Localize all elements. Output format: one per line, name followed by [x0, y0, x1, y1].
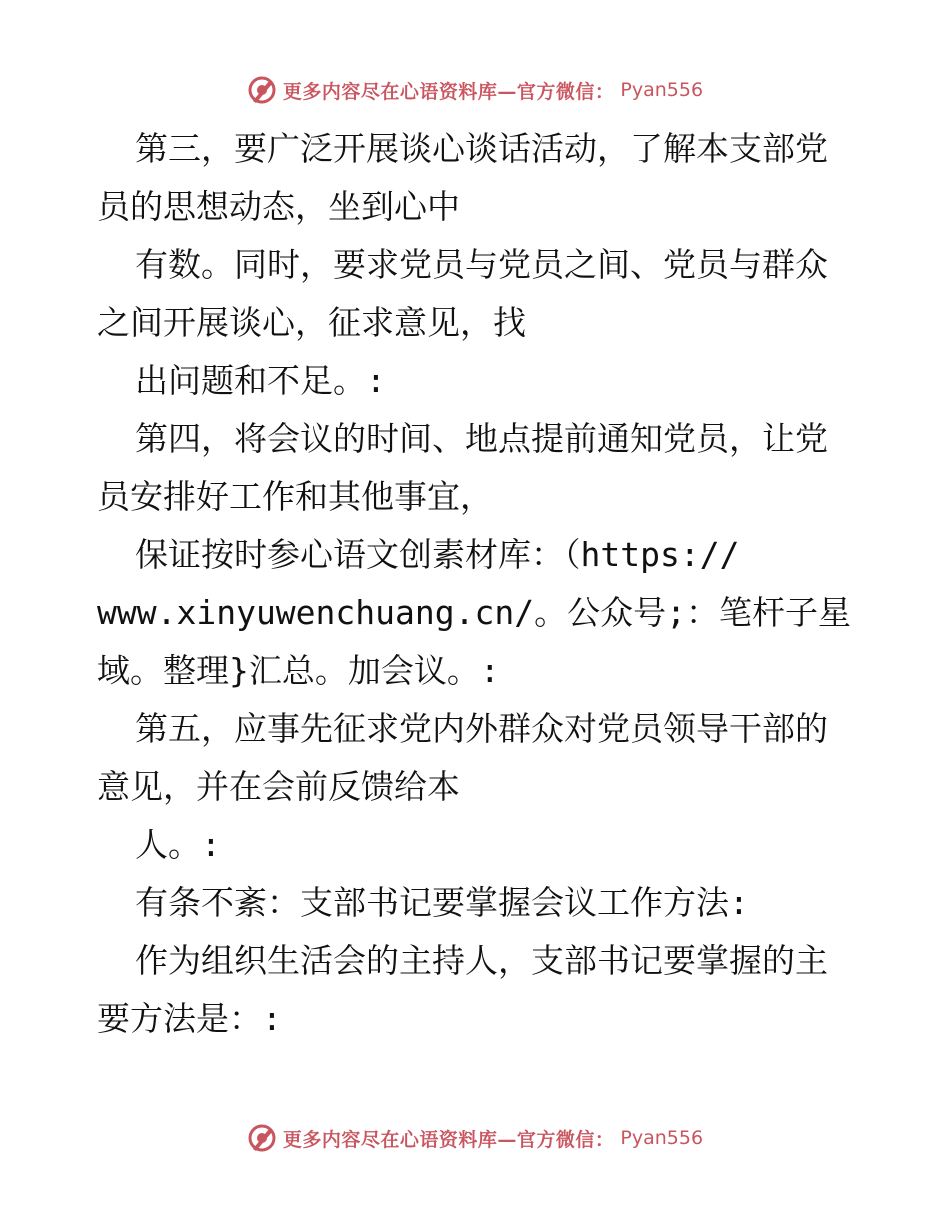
- header-banner: [0, 70, 950, 110]
- header-banner-inner: [247, 75, 703, 105]
- paragraph-line: 作为组织生活会的主持人，支部书记要掌握的主: [135, 941, 828, 980]
- header-banner-text: 更多内容尽在心语资料库—官方微信：: [282, 80, 615, 103]
- paragraph-line: 人。:: [135, 825, 221, 864]
- paragraph-line: 要方法是：:: [97, 999, 282, 1038]
- footer-banner-inner: [247, 1123, 703, 1153]
- brand-logo-icon: [247, 1123, 277, 1153]
- document-body: [97, 120, 857, 1048]
- paragraph-line: 第三，要广泛开展谈心谈话活动，了解本支部党: [135, 129, 828, 168]
- paragraph-line: 之间开展谈心，征求意见，找: [97, 303, 526, 342]
- paragraph-line: 意见，并在会前反馈给本: [97, 767, 460, 806]
- paragraph-line: 有条不紊：支部书记要掌握会议工作方法:: [135, 883, 749, 922]
- paragraph-line: 出问题和不足。:: [135, 361, 386, 400]
- footer-banner-text: 更多内容尽在心语资料库—官方微信：: [282, 1128, 615, 1151]
- paragraph-line: 员的思想动态，坐到心中: [97, 187, 460, 226]
- brand-logo-icon: [247, 75, 277, 105]
- paragraph-line: 保证按时参心语文创素材库：（https://: [135, 535, 740, 574]
- paragraph-line: 第四，将会议的时间、地点提前通知党员，让党: [135, 419, 828, 458]
- paragraph-line: 第五，应事先征求党内外群众对党员领导干部的: [135, 709, 828, 748]
- header-banner-wechat-id: Pyan556: [620, 79, 704, 101]
- paragraph-line: 员安排好工作和其他事宜，: [97, 477, 493, 516]
- footer-banner-wechat-id: Pyan556: [620, 1127, 704, 1149]
- paragraph-line: 有数。同时，要求党员与党员之间、党员与群众: [135, 245, 828, 284]
- paragraph-line: 域。整理}汇总。加会议。:: [97, 651, 500, 690]
- paragraph-line: www.xinyuwenchuang.cn/。公众号;：笔杆子星: [97, 593, 851, 632]
- footer-banner: [0, 1118, 950, 1158]
